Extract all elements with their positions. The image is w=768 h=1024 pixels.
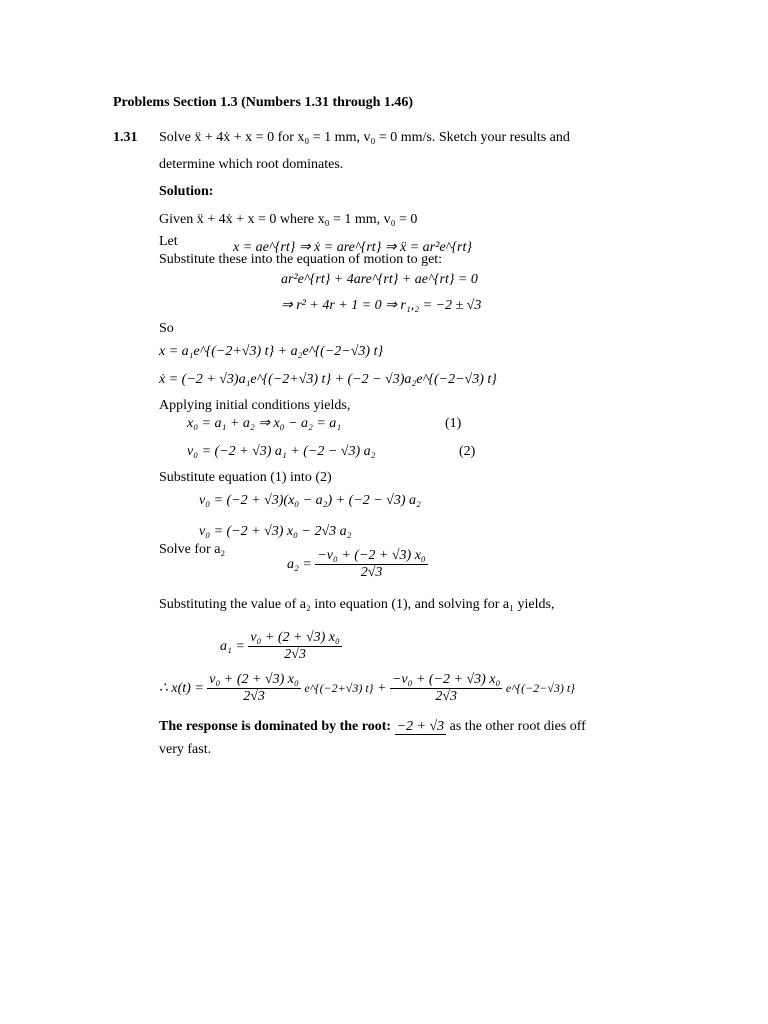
- substituting-text: Substituting the value of a₂ into equation (1), and solving for a₁ yields,: [159, 597, 555, 612]
- a1-fraction: [248, 630, 342, 663]
- x-solution: x = a₁e^{(−2+√3) t} + a₂e^{(−2−√3) t}: [159, 344, 384, 359]
- initial-condition-2: v₀ = (−2 + √3) a₁ + (−2 − √3) a₂: [187, 444, 376, 459]
- a2-numerator: −v₀ + (−2 + √3) x₀: [315, 548, 427, 565]
- v0-equation-2: v₀ = (−2 + √3) x₀ − 2√3 a₂: [199, 524, 352, 539]
- problem-statement-line2: determine which root dominates.: [159, 157, 344, 172]
- problem-number: 1.31: [113, 130, 138, 145]
- solution-label: Solution:: [159, 184, 214, 199]
- a2-lhs: a₂ =: [287, 556, 312, 572]
- initial-condition-1: x₀ = a₁ + a₂ ⇒ x₀ − a₂ = a₁: [187, 416, 342, 431]
- xt-fraction-1: [207, 672, 301, 705]
- conclusion-line2: very fast.: [159, 742, 212, 757]
- xdot-solution: ẋ = (−2 + √3)a₁e^{(−2+√3) t} + (−2 − √3)a₂e^{(−2−√3) t}: [159, 372, 497, 387]
- section-heading: Problems Section 1.3 (Numbers 1.31 through 1.46): [113, 95, 414, 110]
- problem-statement-line1: Solve ẍ + 4ẋ + x = 0 for x₀ = 1 mm, v₀ = 0 mm/s. Sketch your results and: [159, 130, 570, 145]
- let-equation: x = ae^{rt} ⇒ ẋ = are^{rt} ⇒ ẍ = ar²e^{rt}: [233, 240, 472, 255]
- xt-plus: +: [376, 680, 387, 696]
- xt-numerator-2: −v₀ + (−2 + √3) x₀: [390, 672, 502, 689]
- characteristic-roots: ⇒ r² + 4r + 1 = 0 ⇒ r₁,₂ = −2 ± √3: [281, 298, 482, 313]
- conclusion-bold: The response is dominated by the root:: [159, 719, 392, 734]
- a1-denominator: 2√3: [284, 647, 306, 663]
- xt-exponential-1: e^{(−2+√3) t}: [304, 680, 374, 695]
- a2-denominator: 2√3: [360, 565, 383, 581]
- xt-denominator-2: 2√3: [435, 689, 457, 705]
- a1-numerator: v₀ + (2 + √3) x₀: [248, 630, 342, 647]
- applying-text: Applying initial conditions yields,: [159, 398, 351, 413]
- dominant-root: −2 + √3: [396, 719, 445, 734]
- given-line: Given ẍ + 4ẋ + x = 0 where x₀ = 1 mm, v₀ = 0: [159, 212, 418, 227]
- conclusion-rest: as the other root dies off: [449, 719, 586, 734]
- equation-tag-1: (1): [445, 416, 462, 431]
- a1-expression: [220, 630, 342, 663]
- equation-tag-2: (2): [459, 444, 476, 459]
- xt-exponential-2: e^{(−2−√3) t}: [505, 680, 575, 695]
- substitute-eq-text: Substitute equation (1) into (2): [159, 470, 332, 485]
- solve-for-text: Solve for a₂: [159, 542, 226, 557]
- a1-lhs: a₁ =: [220, 638, 245, 654]
- xt-lhs: ∴ x(t) =: [159, 680, 204, 696]
- xt-numerator-1: v₀ + (2 + √3) x₀: [207, 672, 301, 689]
- conclusion-line1: [159, 719, 586, 735]
- xt-expression: [159, 672, 575, 705]
- a2-fraction: [315, 548, 427, 581]
- xt-fraction-2: [390, 672, 502, 705]
- let-word: Let: [159, 234, 178, 249]
- characteristic-equation: ar²e^{rt} + 4are^{rt} + ae^{rt} = 0: [281, 272, 478, 287]
- xt-denominator-1: 2√3: [243, 689, 265, 705]
- so-word: So: [159, 321, 174, 336]
- substitute-text: Substitute these into the equation of motion to get:: [159, 252, 443, 267]
- a2-expression: [287, 548, 428, 581]
- v0-equation-1: v₀ = (−2 + √3)(x₀ − a₂) + (−2 − √3) a₂: [199, 493, 421, 508]
